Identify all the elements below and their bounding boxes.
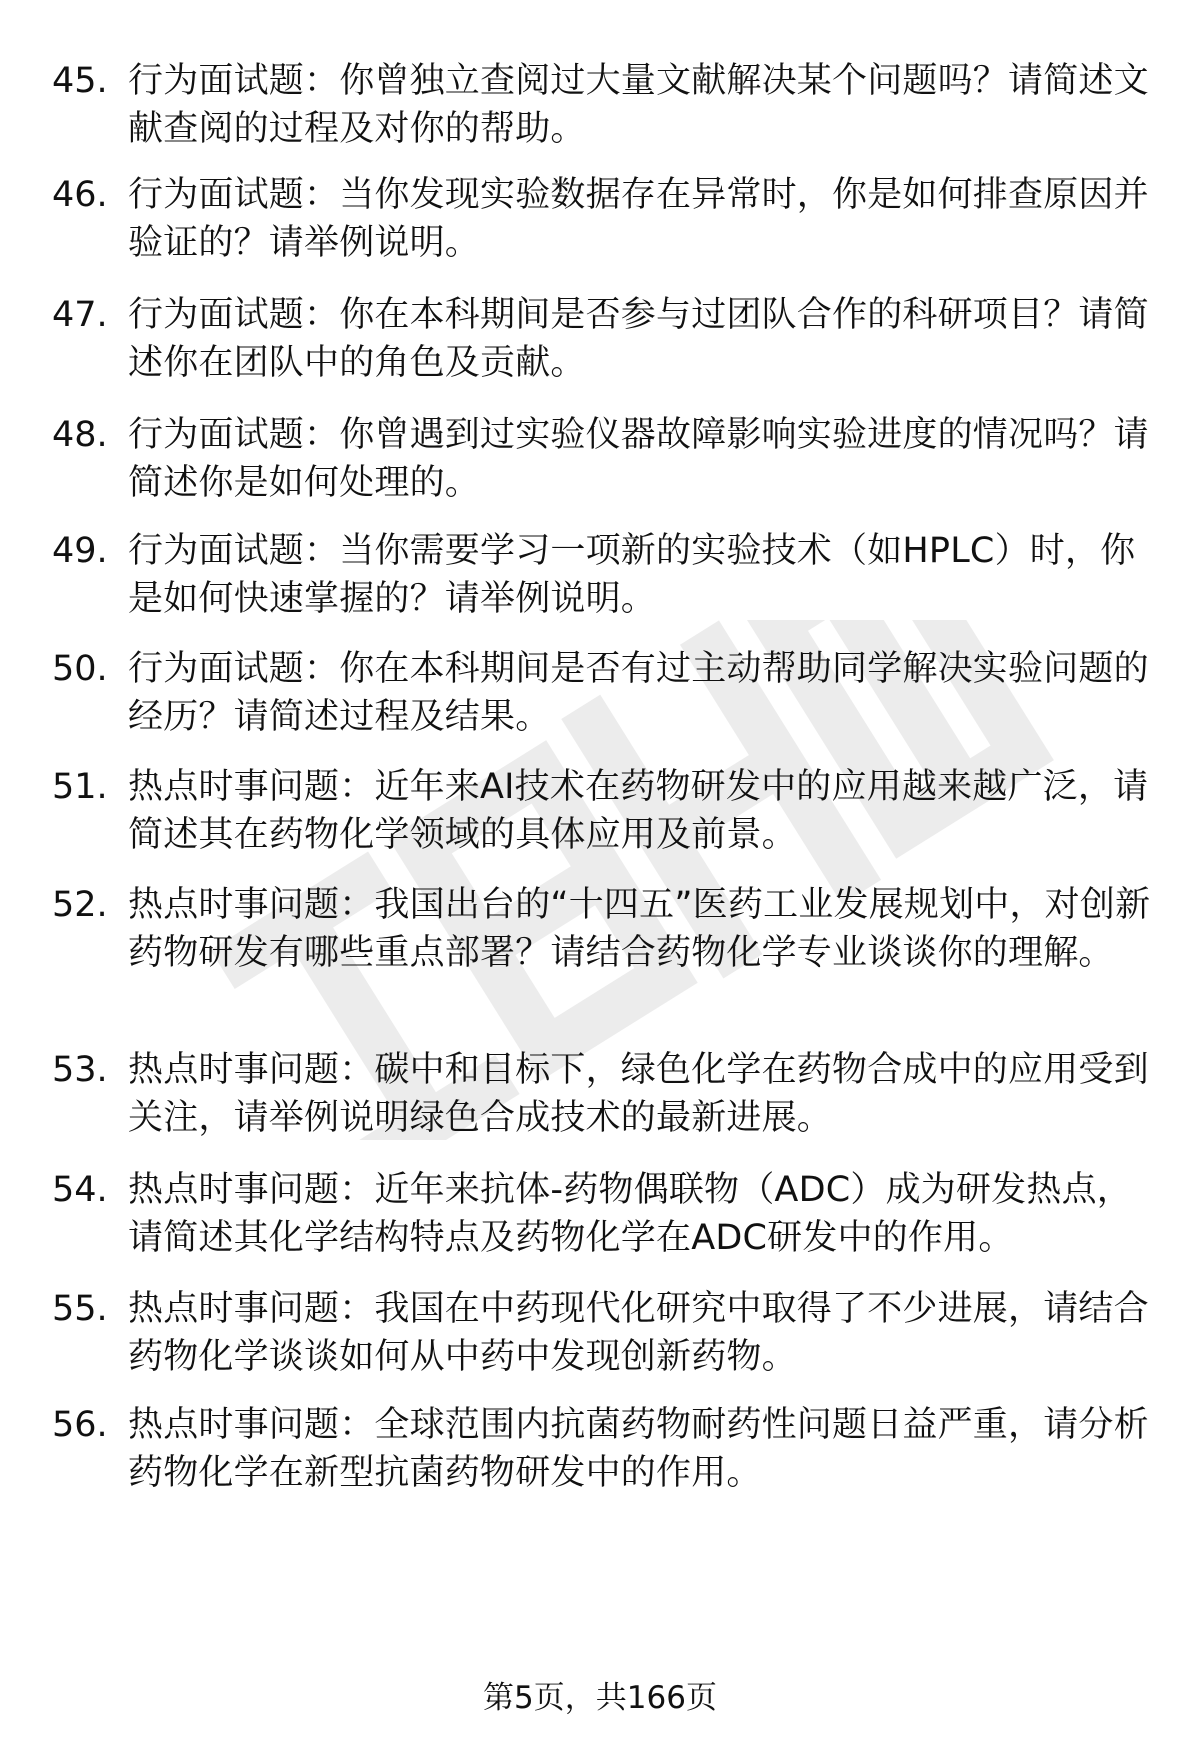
question-text: 行为面试题：你在本科期间是否参与过团队合作的科研项目？请简述你在团队中的角色及贡献。 — [128, 295, 1149, 383]
question-text: 行为面试题：你曾独立查阅过大量文献解决某个问题吗？请简述文献查阅的过程及对你的帮助。 — [128, 61, 1149, 149]
question-number: 53. — [52, 1050, 108, 1090]
page-number-footer: 第5页，共166页 — [483, 1680, 717, 1716]
question-number: 46. — [52, 175, 108, 215]
question-text: 行为面试题：你曾遇到过实验仪器故障影响实验进度的情况吗？请简述你是如何处理的。 — [128, 415, 1149, 503]
question-text: 行为面试题：当你需要学习一项新的实验技术（如HPLC）时，你是如何快速掌握的？请举例说明。 — [128, 531, 1136, 619]
question-text: 行为面试题：当你发现实验数据存在异常时，你是如何排查原因并验证的？请举例说明。 — [128, 175, 1149, 263]
question-text: 热点时事问题：我国在中药现代化研究中取得了不少进展，请结合药物化学谈谈如何从中药中发现创新药物。 — [128, 1289, 1149, 1377]
question-number: 52. — [52, 885, 108, 925]
question-text: 行为面试题：你在本科期间是否有过主动帮助同学解决实验问题的经历？请简述过程及结果。 — [128, 649, 1149, 737]
question-text: 热点时事问题：近年来AI技术在药物研发中的应用越来越广泛，请简述其在药物化学领域的具体应用及前景。 — [128, 767, 1149, 855]
question-number: 55. — [52, 1289, 108, 1329]
question-number: 47. — [52, 295, 108, 335]
question-number: 45. — [52, 61, 108, 101]
question-number: 54. — [52, 1170, 108, 1210]
question-text: 热点时事问题：近年来抗体-药物偶联物（ADC）成为研发热点，请简述其化学结构特点及药物化学在ADC研发中的作用。 — [128, 1170, 1132, 1258]
question-text: 热点时事问题：全球范围内抗菌药物耐药性问题日益严重，请分析药物化学在新型抗菌药物研发中的作用。 — [128, 1405, 1149, 1493]
question-number: 48. — [52, 415, 108, 455]
question-text: 热点时事问题：我国出台的“十四五”医药工业发展规划中，对创新药物研发有哪些重点部署？请结合药物化学专业谈谈你的理解。 — [128, 885, 1151, 973]
question-number: 51. — [52, 767, 108, 807]
question-number: 56. — [52, 1405, 108, 1445]
question-text: 热点时事问题：碳中和目标下，绿色化学在药物合成中的应用受到关注，请举例说明绿色合成技术的最新进展。 — [128, 1050, 1149, 1138]
question-number: 49. — [52, 531, 108, 571]
question-number: 50. — [52, 649, 108, 689]
